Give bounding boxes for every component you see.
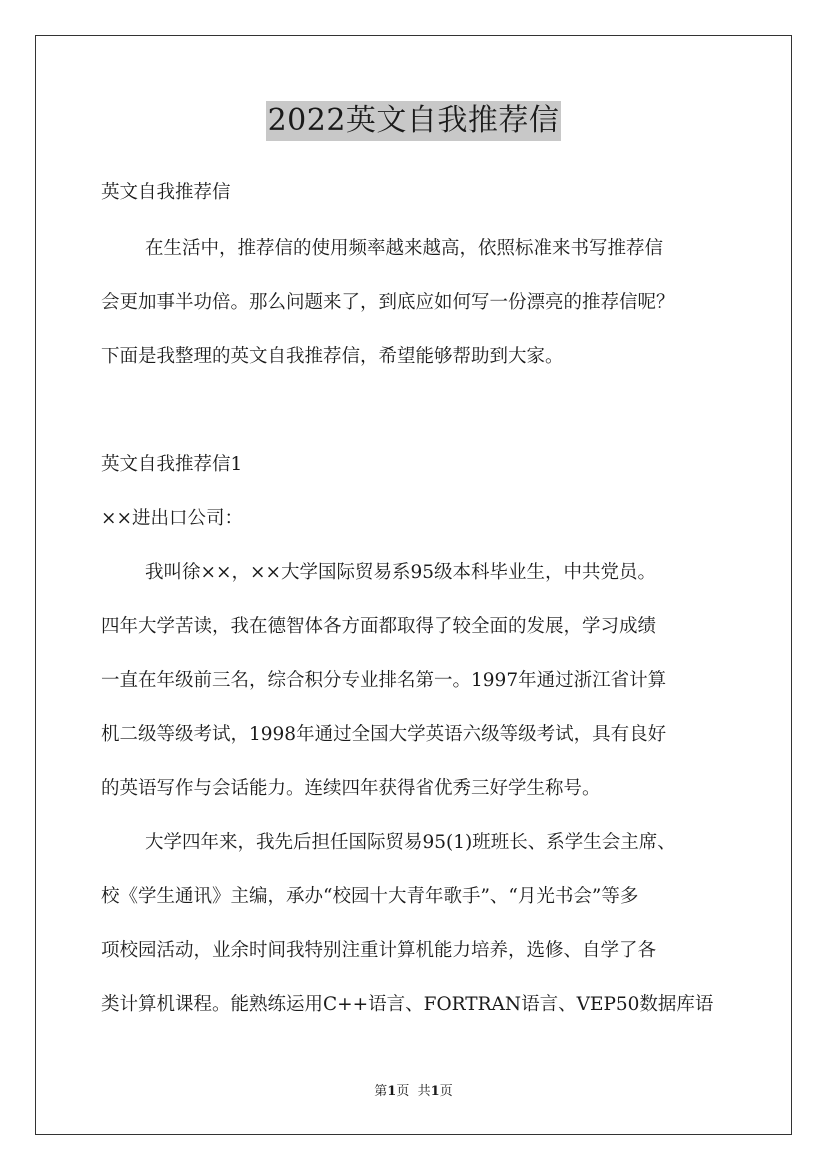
paragraph1-line-2: 四年大学苦读，我在德智体各方面都取得了较全面的发展，学习成绩: [101, 616, 657, 637]
total-suffix: 页: [439, 1084, 453, 1099]
page-number: 1: [387, 1084, 397, 1099]
subtitle: 英文自我推荐信: [101, 182, 231, 203]
intro-line-1: 在生活中，推荐信的使用频率越来越高，依照标准来书写推荐信: [145, 238, 664, 259]
paragraph1-line-1: 我叫徐××，××大学国际贸易系95级本科毕业生，中共党员。: [145, 562, 657, 583]
intro-line-2: 会更加事半功倍。那么问题来了，到底应如何写一份漂亮的推荐信呢？: [101, 292, 675, 313]
letter-heading: 英文自我推荐信1: [101, 454, 243, 475]
paragraph1-line-3: 一直在年级前三名，综合积分专业排名第一。1997年通过浙江省计算: [101, 670, 667, 691]
page-prefix: 第: [374, 1084, 388, 1099]
paragraph1-line-5: 的英语写作与会话能力。连续四年获得省优秀三好学生称号。: [101, 778, 601, 799]
document-title: 2022英文自我推荐信: [266, 101, 562, 141]
total-prefix: 共: [417, 1084, 431, 1099]
salutation: ××进出口公司：: [101, 508, 244, 529]
intro-line-3: 下面是我整理的英文自我推荐信，希望能够帮助到大家。: [101, 346, 564, 367]
paragraph2-line-1: 大学四年来，我先后担任国际贸易95(1)班班长、系学生会主席、: [145, 832, 676, 853]
title-container: [0, 101, 827, 141]
paragraph2-line-4: 类计算机课程。能熟练运用C++语言、FORTRAN语言、VEP50数据库语: [101, 994, 714, 1015]
page-suffix: 页: [396, 1084, 410, 1099]
paragraph2-line-2: 校《学生通讯》主编，承办“校园十大青年歌手”、“月光书会”等多: [101, 886, 639, 907]
total-pages: 1: [430, 1084, 440, 1099]
paragraph2-line-3: 项校园活动，业余时间我特别注重计算机能力培养，选修、自学了各: [101, 940, 657, 961]
paragraph1-line-4: 机二级等级考试，1998年通过全国大学英语六级等级考试，具有良好: [101, 724, 667, 745]
page-footer: [0, 1083, 827, 1101]
